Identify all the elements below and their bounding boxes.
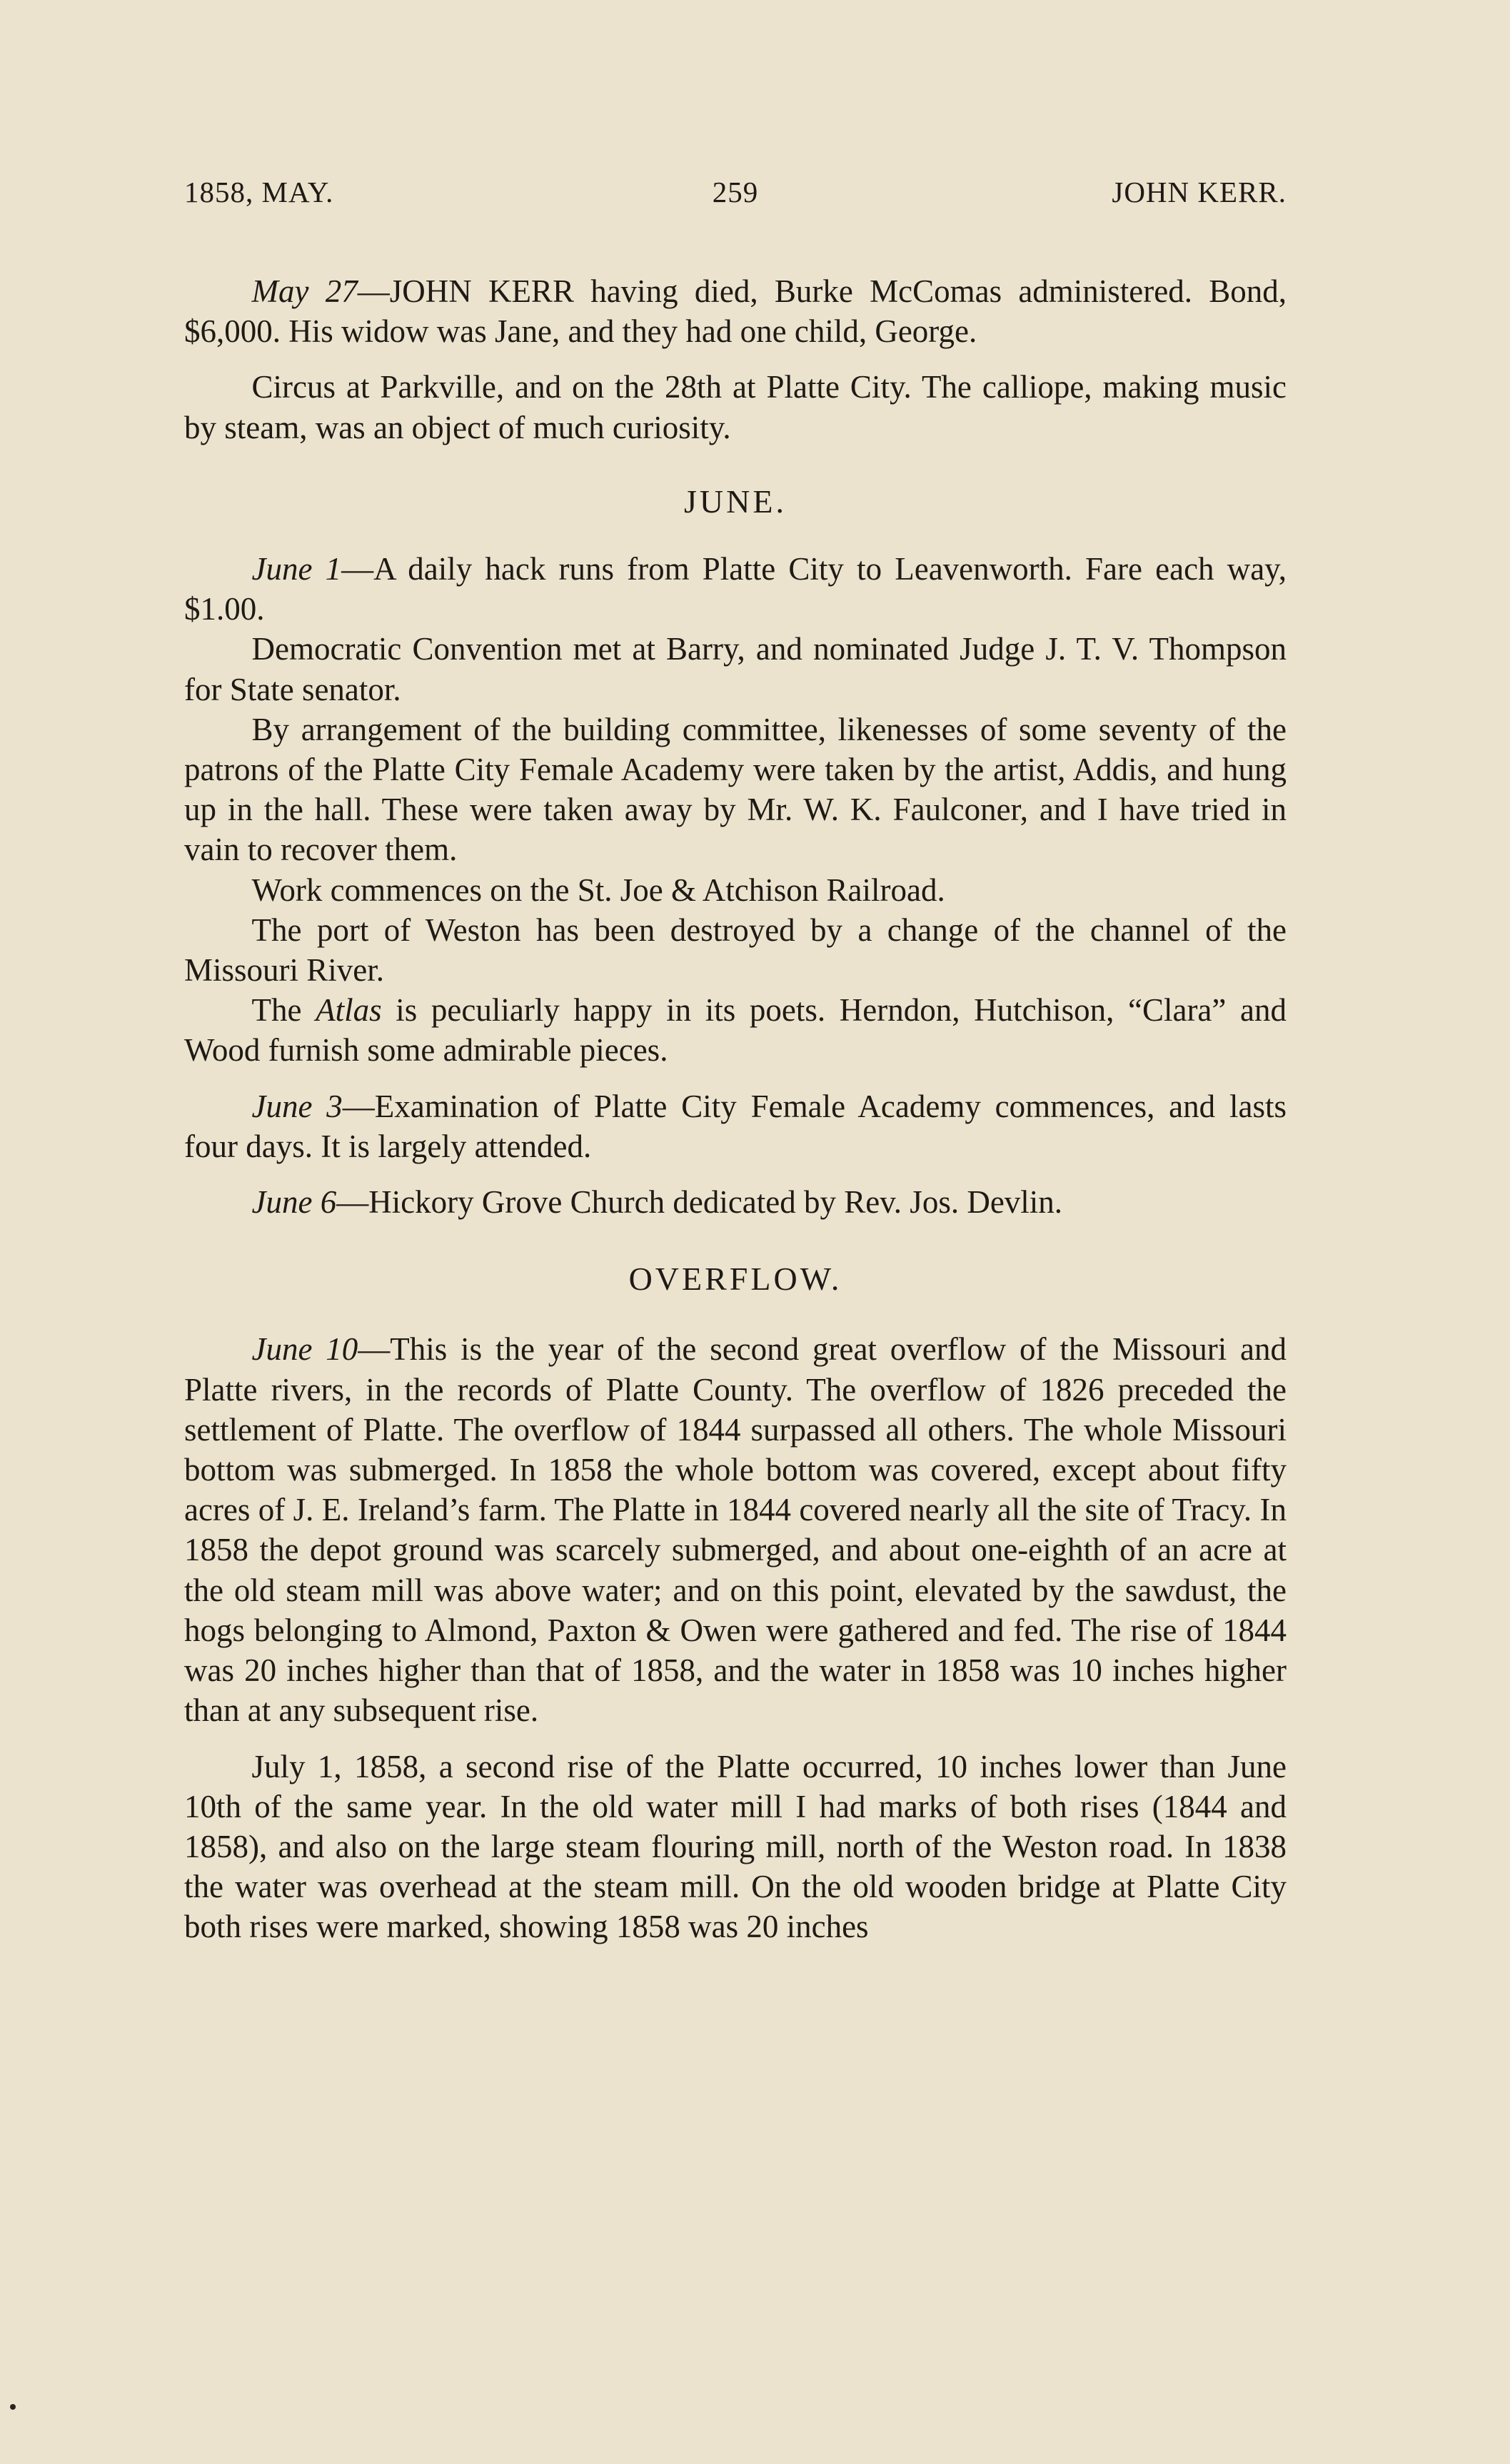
paragraph-text: Democratic Convention met at Barry, and nominated Judge J. T. V. Thompson for State senator. [184,631,1287,707]
paragraph-text: The port of Weston has been destroyed by a change of the channel of the Missouri River. [184,912,1287,989]
paragraph-text: —A daily hack runs from Platte City to Leavenworth. Fare each way, $1.00. [184,551,1287,627]
header-subject: JOHN KERR. [1112,176,1287,208]
paragraph-text: —JOHN KERR having died, Burke McComas administered. Bond, $6,000. His widow was Jane, and they had one child, George. [184,273,1287,350]
entry-date: June 1 [251,551,342,587]
paragraph-text: Work commences on the St. Joe & Atchison Railroad. [251,872,945,908]
entry-date: June 3 [251,1088,343,1124]
paragraph-likenesses [184,710,1287,870]
header-date: 1858, MAY. [184,176,334,208]
page-number: 259 [712,176,759,208]
paragraph-text: is peculiarly happy in its poets. Herndon, Hutchison, “Clara” and Wood furnish some admirable pieces. [184,992,1287,1069]
paragraph-text: July 1, 1858, a second rise of the Platte occurred, 10 inches lower than June 10th of the same year. In the old water mill I had marks of both rises (1844 and 1858), and also on the large steam flouring mill, north of the Weston road. In 1838 the water was overhead at the steam mill. On the old wooden bridge at Platte City both rises were marked, showing 1858 was 20 inches [184,1748,1287,1945]
paragraph-june-3 [184,1086,1287,1166]
paragraph-text: By arrangement of the building committee, likenesses of some seventy of the patrons of the Platte City Female Academy were taken by the artist, Addis, and hung up in the hall. These were taken away by Mr. W. K. Faulconer, and I have tried in vain to recover them. [184,711,1287,868]
paragraph-atlas [184,990,1287,1070]
paragraph-text: Circus at Parkville, and on the 28th at Platte City. The calliope, making music by steam, was an object of much curiosity. [184,369,1287,445]
section-heading-overflow: OVERFLOW. [628,1261,842,1298]
entry-date: May 27 [251,273,358,309]
entry-date: June 6 [251,1184,337,1221]
section-heading-june: JUNE. [684,483,787,520]
paragraph-june-10 [184,1329,1287,1730]
paragraph-convention [184,629,1287,709]
paragraph-july-1 [184,1747,1287,1947]
paragraph-june-1 [184,549,1287,629]
paragraph-may-27 [184,271,1287,351]
paragraph-weston [184,910,1287,990]
paragraph-text: —Hickory Grove Church dedicated by Rev. Jos. Devlin. [336,1184,1063,1221]
paragraph-text: —Examination of Platte City Female Academy commences, and lasts four days. It is largely attended. [184,1088,1287,1164]
running-header [184,175,1287,218]
paragraph-text: The [251,992,316,1029]
newspaper-title: Atlas [316,992,382,1029]
entry-date: June 10 [251,1331,358,1368]
paragraph-circus [184,367,1287,447]
page-body [184,271,1287,1947]
paragraph-text: —This is the year of the second great overflow of the Missouri and Platte rivers, in the records of Platte County. The overflow of 1826 preceded the settlement of Platte. The overflow of 1844 surpassed all others. The whole Missouri bottom was submerged. In 1858 the whole bottom was covered, except about fifty acres of J. E. Ireland’s farm. The Platte in 1844 covered nearly all the site of Tracy. In 1858 the depot ground was scarcely submerged, and about one-eighth of an acre at the old steam mill was above water; and on this point, elevated by the sawdust, the hogs belonging to Almond, Paxton & Owen were gathered and fed. The rise of 1844 was 20 inches higher than that of 1858, and the water in 1858 was 10 inches higher than at any subsequent rise. [184,1331,1287,1729]
paragraph-june-6 [184,1182,1287,1222]
page-speck [10,2404,16,2410]
paragraph-railroad [184,870,1287,910]
